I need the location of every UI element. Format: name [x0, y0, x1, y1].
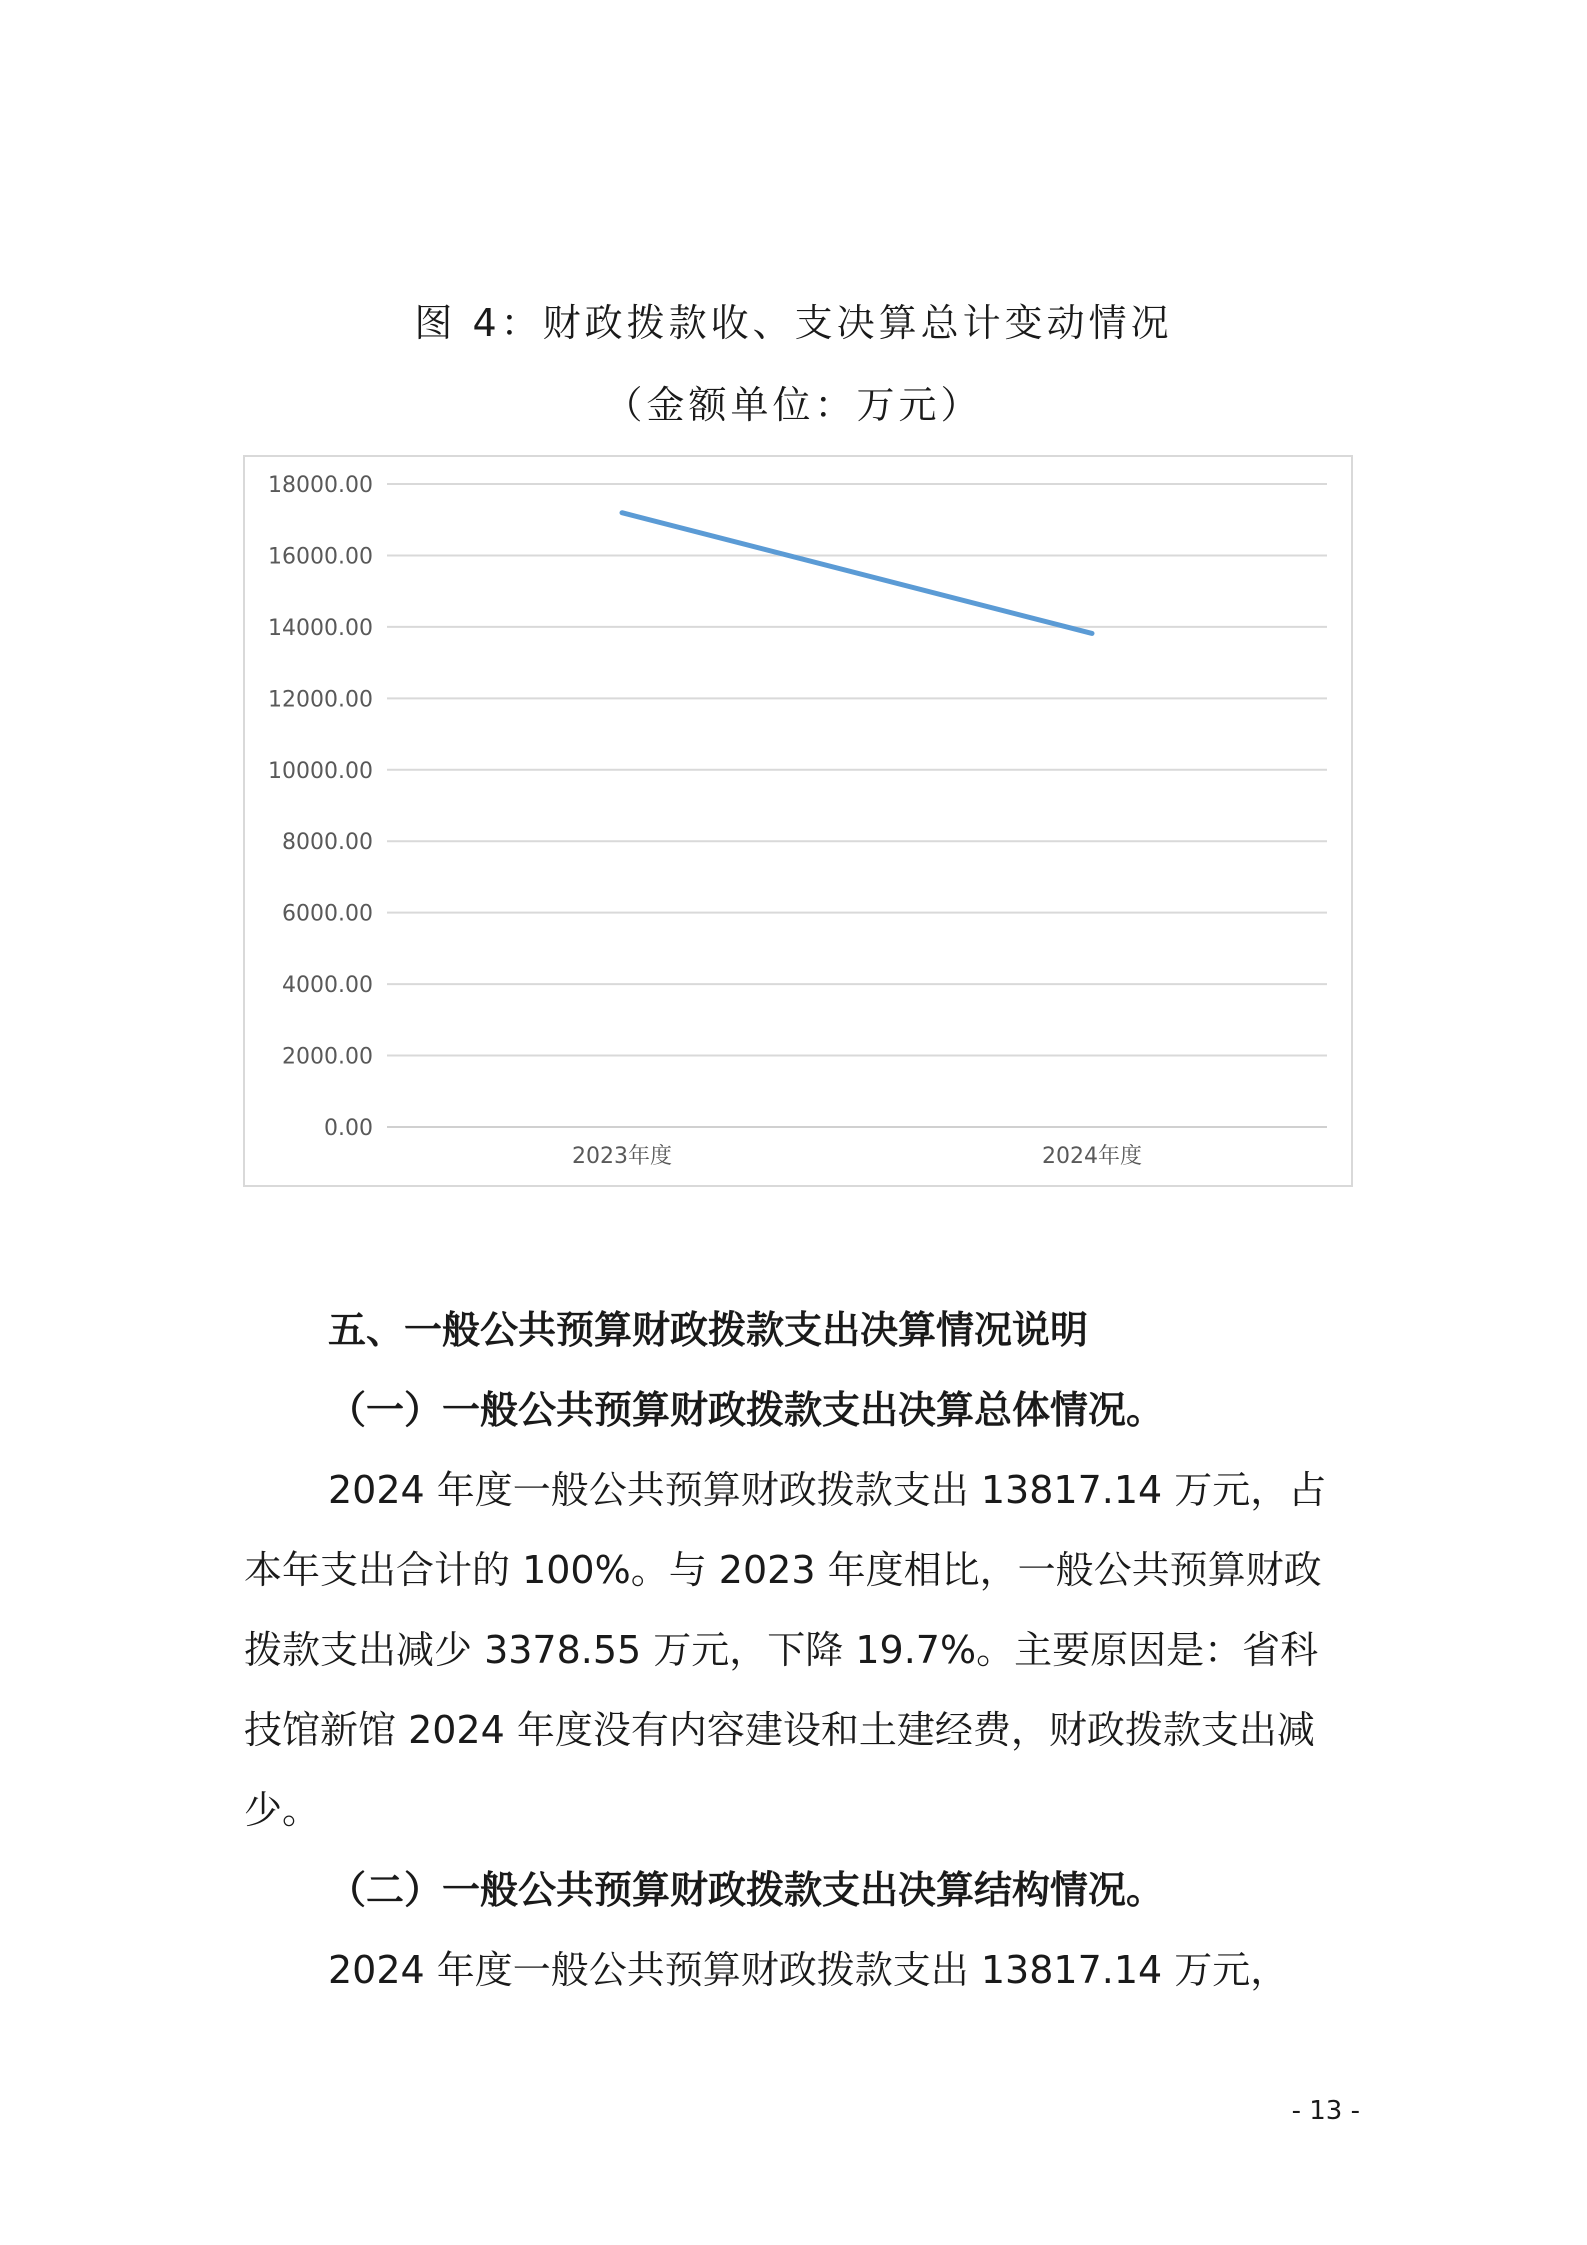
- x-tick-label: 2024年度: [1042, 1144, 1142, 1169]
- y-tick-label: 2000.00: [282, 1044, 373, 1070]
- paragraph-1: 2024 年度一般公共预算财政拨款支出 13817.14 万元，占本年支出合计的 100%。与 2023 年度相比，一般公共预算财政拨款支出减少 3378.55 万元，下降 19.7%。主要原因是：省科技馆新馆 2024 年度没有内容建设和土建经费，财政拨款支出减少。: [244, 1468, 1327, 1832]
- page-number: - 13 -: [1291, 2096, 1360, 2126]
- figure-unit: （金额单位：万元）: [604, 383, 983, 427]
- figure-title: 图 4：财政拨款收、支决算总计变动情况: [414, 301, 1173, 345]
- series-line: [622, 513, 1092, 634]
- chart-canvas: [245, 457, 1351, 1185]
- paragraph-2: 2024 年度一般公共预算财政拨款支出 13817.14 万元，: [328, 1948, 1289, 1992]
- section-heading: 五、一般公共预算财政拨款支出决算情况说明: [328, 1308, 1089, 1352]
- y-tick-label: 16000.00: [268, 544, 373, 570]
- subheading-1: （一）一般公共预算财政拨款支出决算总体情况。: [328, 1388, 1165, 1432]
- y-tick-label: 10000.00: [268, 758, 373, 784]
- subheading-2: （二）一般公共预算财政拨款支出决算结构情况。: [328, 1868, 1165, 1912]
- line-chart: [243, 455, 1353, 1187]
- y-tick-label: 8000.00: [282, 830, 373, 856]
- y-tick-label: 6000.00: [282, 901, 373, 927]
- x-tick-label: 2023年度: [572, 1144, 672, 1169]
- y-tick-label: 14000.00: [268, 615, 373, 641]
- y-tick-label: 12000.00: [268, 687, 373, 713]
- y-tick-label: 18000.00: [268, 473, 373, 498]
- y-tick-label: 4000.00: [282, 973, 373, 999]
- y-tick-label: 0.00: [324, 1116, 373, 1141]
